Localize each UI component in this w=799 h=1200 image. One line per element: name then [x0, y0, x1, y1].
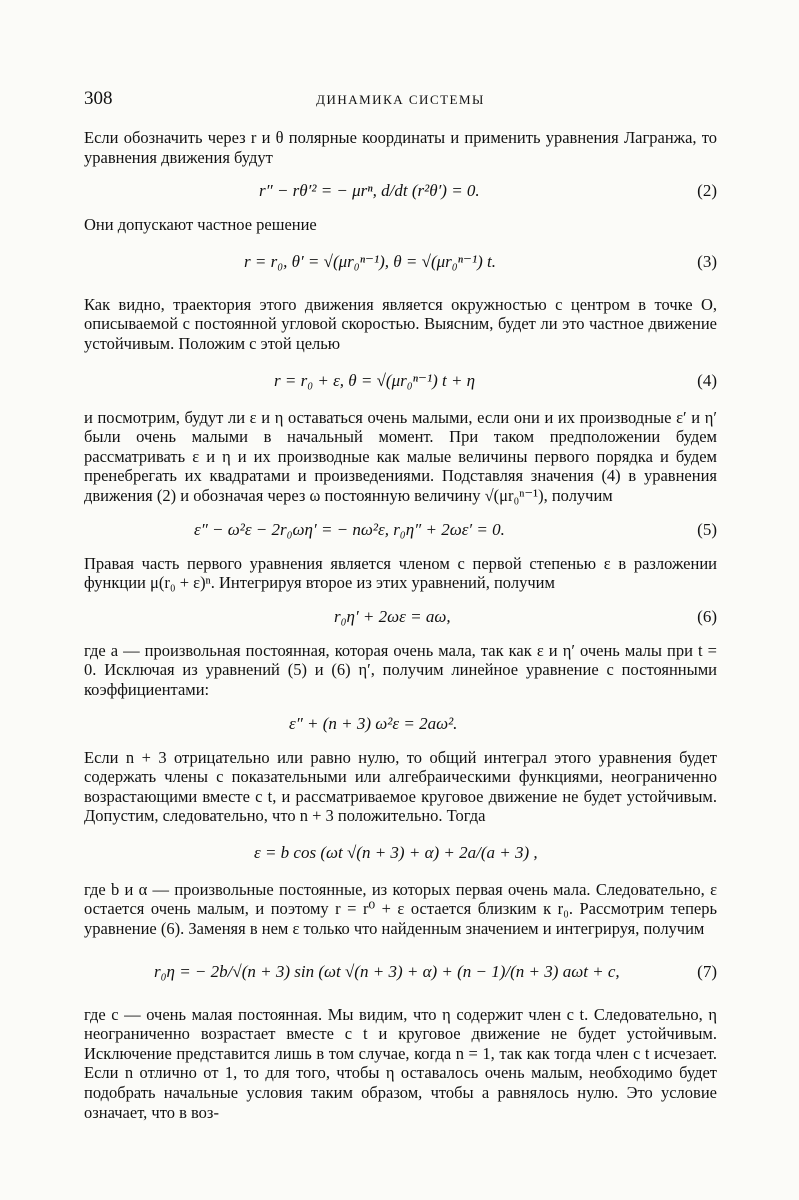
page-header — [84, 88, 717, 112]
equation-5-number: (5) — [697, 519, 717, 539]
equation-7 — [84, 941, 717, 1003]
paragraph-1: Если обозначить через r и θ полярные координаты и применить уравнения Лагранжа, то уравнения движения будут — [84, 128, 717, 167]
paragraph-6: где a — произвольная постоянная, которая очень мала, так как ε и η′ очень малы при t = 0. Исключая из уравнений (5) и (6) η′, получим линейное уравнение с постоянными коэффициентами: — [84, 640, 717, 699]
equation-2-formula: r″ − rθ′² = − μrⁿ, d/dt (r²θ′) = 0. — [259, 181, 480, 201]
equation-2-number: (2) — [697, 181, 717, 201]
equation-6 — [84, 595, 717, 639]
equation-2 — [84, 169, 717, 213]
equation-6-number: (6) — [697, 606, 717, 626]
equation-unnumbered-1 — [84, 702, 717, 746]
equation-3-number: (3) — [697, 251, 717, 271]
equation-3-formula: r = r₀, θ′ = √(μr₀ⁿ⁻¹), θ = √(μr₀ⁿ⁻¹) t. — [244, 251, 496, 271]
equation-5 — [84, 508, 717, 552]
paragraph-7: Если n + 3 отрицательно или равно нулю, то общий интеграл этого уравнения будет содержать члены с показательными или алгебраическими функциями, неограниченно возрастающими вместе с t, и рассматриваемое круговое движение не будет устойчивым. Допустим, следовательно, что n + 3 положительно. Тогда — [84, 747, 717, 826]
equation-7-formula: r₀η = − 2b/√(n + 3) sin (ωt √(n + 3) + α) + (n − 1)/(n + 3) aωt + c, — [154, 961, 620, 981]
equation-5-formula: ε″ − ω²ε − 2r₀ωη′ = − nω²ε, r₀η″ + 2ωε′ = 0. — [194, 519, 505, 539]
page-number: 308 — [84, 88, 113, 109]
paragraph-9: где c — очень малая постоянная. Мы видим, что η содержит член с t. Следовательно, η неограниченно возрастает вместе с t и круговое движение не будет устойчивым. Исключение представится лишь в том случае, когда n = 1, так как тогда член с t исчезает. Если n отлично от 1, то для того, чтобы η оставалось очень малым, необходимо будет подобрать начальные условия таким образом, чтобы a равнялось нулю. Это условие означает, что в воз- — [84, 1004, 717, 1122]
paragraph-5: Правая часть первого уравнения является членом с первой степенью ε в разложении функции μ(r₀ + ε)ⁿ. Интегрируя второе из этих уравнений, получим — [84, 553, 717, 593]
paragraph-2: Они допускают частное решение — [84, 215, 317, 235]
running-title: ДИНАМИКА СИСТЕМЫ — [316, 92, 485, 107]
equation-7-number: (7) — [697, 961, 717, 981]
paragraph-4: и посмотрим, будут ли ε и η оставаться очень малыми, если они и их производные ε′ и η′ были очень малыми в начальный момент. При таком предположении будем рассматривать ε и η и их производные как малые величины первого порядка и будем пренебрегать их квадратами и произведениями. Подставляя значения (4) в уравнения движения (2) и обозначая через ω постоянную величину √(μr₀ⁿ⁻¹), получим — [84, 407, 717, 505]
page-body — [84, 128, 717, 1122]
paragraph-3: Как видно, траектория этого движения является окружностью с центром в точке O, описываемой с постоянной угловой скоростью. Выясним, будет ли это частное движение устойчивым. Положим с этой целью — [84, 294, 717, 353]
equation-unnumbered-1-formula: ε″ + (n + 3) ω²ε = 2aω². — [289, 713, 458, 733]
paragraph-8: где b и α — произвольные постоянные, из которых первая очень мала. Следовательно, ε остается очень малым, и поэтому r = r⁰ + ε остается близким к r₀. Рассмотрим теперь уравнение (6). Заменяя в нем ε только что найденным значением и интегрируя, получим — [84, 879, 717, 939]
equation-4 — [84, 356, 717, 406]
equation-4-number: (4) — [697, 370, 717, 390]
equation-4-formula: r = r₀ + ε, θ = √(μr₀ⁿ⁻¹) t + η — [274, 370, 476, 390]
equation-6-formula: r₀η′ + 2ωε = aω, — [334, 606, 451, 626]
equation-unnumbered-2 — [84, 828, 717, 878]
equation-unnumbered-2-formula: ε = b cos (ωt √(n + 3) + α) + 2a/(a + 3) , — [254, 842, 538, 862]
equation-3 — [84, 237, 717, 287]
